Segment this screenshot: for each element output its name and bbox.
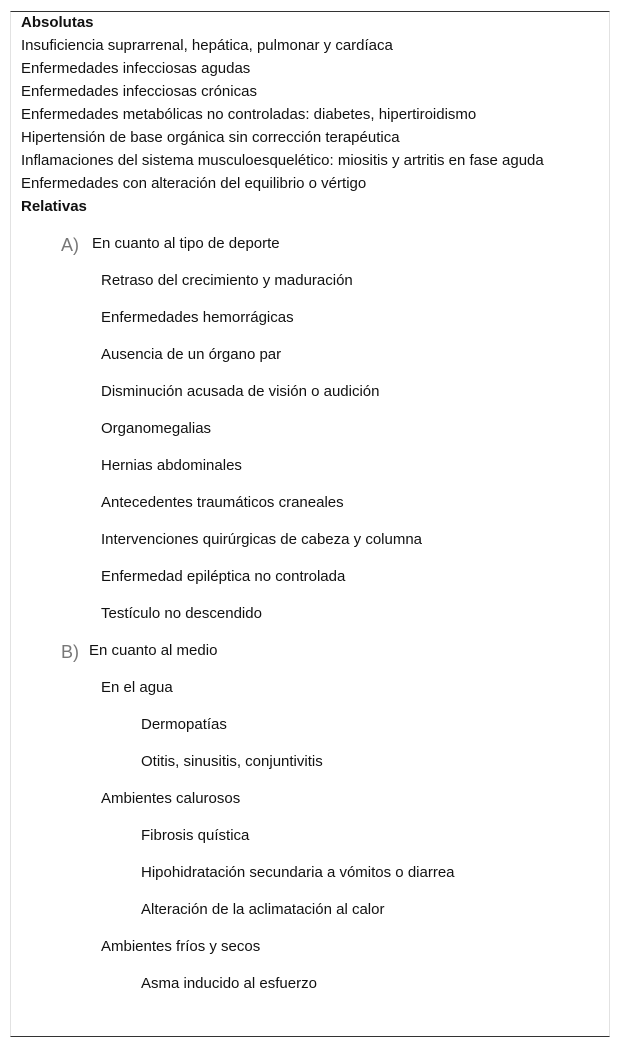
section-b-group-title: Ambientes calurosos <box>101 790 241 807</box>
absolutas-heading: Absolutas <box>21 14 94 31</box>
absolutas-item: Insuficiencia suprarrenal, hepática, pulmonar y cardíaca <box>21 37 393 54</box>
absolutas-item: Enfermedades infecciosas agudas <box>21 60 251 77</box>
absolutas-item: Hipertensión de base orgánica sin corrección terapéutica <box>21 129 400 146</box>
relativas-heading: Relativas <box>21 198 87 215</box>
section-a-marker: A) <box>61 235 79 255</box>
section-a-item: Organomegalias <box>101 420 212 437</box>
section-a-item: Disminución acusada de visión o audición <box>101 383 380 400</box>
section-b-item: Dermopatías <box>141 716 227 733</box>
section-a-item: Ausencia de un órgano par <box>101 346 282 363</box>
section-b-item: Fibrosis quística <box>141 827 250 844</box>
section-a-item: Enfermedades hemorrágicas <box>101 309 294 326</box>
section-a-item: Enfermedad epiléptica no controlada <box>101 568 346 585</box>
section-b-item: Otitis, sinusitis, conjuntivitis <box>141 753 323 770</box>
section-a-title: En cuanto al tipo de deporte <box>92 235 280 252</box>
section-b-marker: B) <box>61 642 79 662</box>
section-a-item: Retraso del crecimiento y maduración <box>101 272 353 289</box>
section-b-item: Hipohidratación secundaria a vómitos o diarrea <box>141 864 455 881</box>
absolutas-item: Enfermedades metabólicas no controladas: diabetes, hipertiroidismo <box>21 106 477 123</box>
section-a-item: Testículo no descendido <box>101 605 262 622</box>
section-a-item: Hernias abdominales <box>101 457 242 474</box>
section-b-group-title: En el agua <box>101 679 173 696</box>
section-b-group-title: Ambientes fríos y secos <box>101 938 261 955</box>
section-b-item: Alteración de la aclimatación al calor <box>141 901 385 918</box>
absolutas-item: Enfermedades con alteración del equilibrio o vértigo <box>21 175 367 192</box>
section-b-title: En cuanto al medio <box>89 642 218 659</box>
section-b-item: Asma inducido al esfuerzo <box>141 975 317 992</box>
section-a-item: Antecedentes traumáticos craneales <box>101 494 344 511</box>
absolutas-item: Enfermedades infecciosas crónicas <box>21 83 257 100</box>
absolutas-item: Inflamaciones del sistema musculoesquelético: miositis y artritis en fase aguda <box>21 152 544 169</box>
section-a-item: Intervenciones quirúrgicas de cabeza y columna <box>101 531 423 548</box>
